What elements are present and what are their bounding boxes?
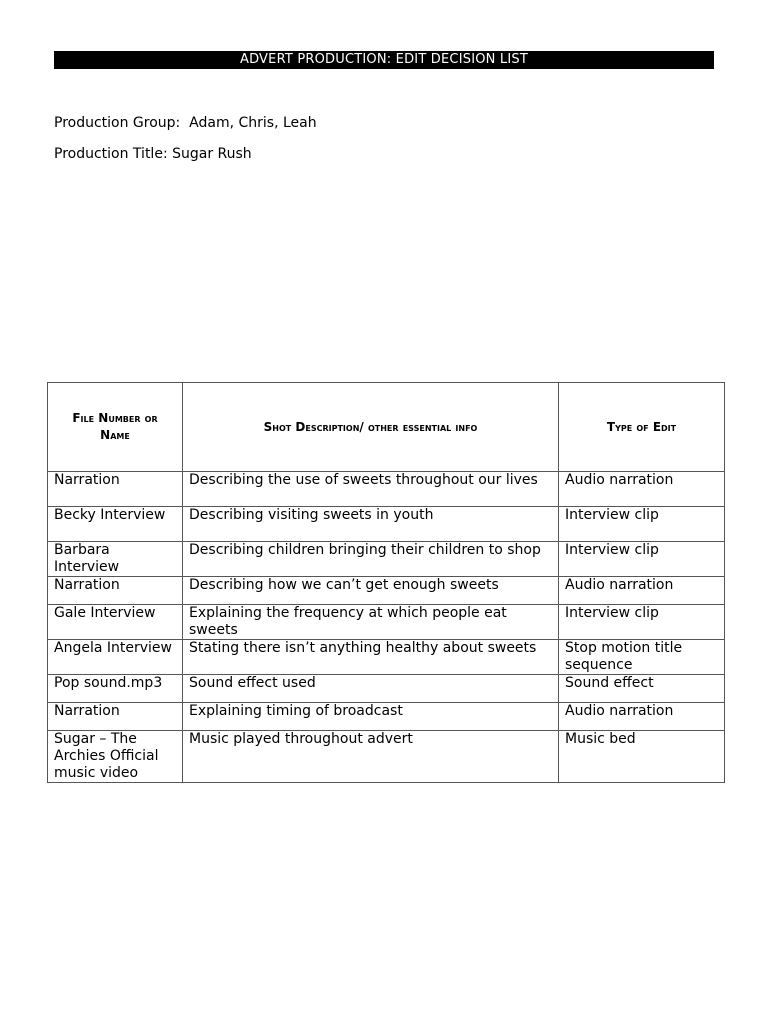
cell-edit-type: Sound effect (559, 675, 725, 703)
production-group: Production Group: Adam, Chris, Leah (54, 115, 317, 131)
table-row (48, 542, 725, 577)
cell-file: Barbara Interview (48, 542, 183, 577)
document-title: ADVERT PRODUCTION: EDIT DECISION LIST (54, 51, 714, 69)
cell-edit-type: Audio narration (559, 577, 725, 605)
cell-file: Narration (48, 472, 183, 507)
edit-decision-table (47, 382, 725, 783)
cell-description: Stating there isn’t anything healthy about sweets (183, 640, 559, 675)
table-row (48, 472, 725, 507)
cell-description: Sound effect used (183, 675, 559, 703)
table-row (48, 640, 725, 675)
table-row (48, 703, 725, 731)
cell-description: Explaining the frequency at which people eat sweets (183, 605, 559, 640)
cell-edit-type: Interview clip (559, 542, 725, 577)
cell-edit-type: Music bed (559, 731, 725, 783)
cell-file: Narration (48, 703, 183, 731)
cell-file: Becky Interview (48, 507, 183, 542)
cell-description: Describing children bringing their children to shop (183, 542, 559, 577)
cell-description: Music played throughout advert (183, 731, 559, 783)
cell-description: Describing how we can’t get enough sweets (183, 577, 559, 605)
header-file-number: File Number or Name (48, 383, 183, 472)
table-header-row (48, 383, 725, 472)
table-row (48, 731, 725, 783)
cell-file: Narration (48, 577, 183, 605)
cell-edit-type: Stop motion title sequence (559, 640, 725, 675)
cell-edit-type: Audio narration (559, 703, 725, 731)
header-shot-description: Shot Description/ other essential info (183, 383, 559, 472)
cell-file: Sugar – The Archies Official music video (48, 731, 183, 783)
table-row (48, 605, 725, 640)
cell-edit-type: Audio narration (559, 472, 725, 507)
cell-description: Describing the use of sweets throughout our lives (183, 472, 559, 507)
cell-file: Gale Interview (48, 605, 183, 640)
cell-file: Angela Interview (48, 640, 183, 675)
header-type-of-edit: Type of Edit (559, 383, 725, 472)
production-title: Production Title: Sugar Rush (54, 146, 252, 162)
cell-description: Describing visiting sweets in youth (183, 507, 559, 542)
table-row (48, 507, 725, 542)
table-row (48, 577, 725, 605)
cell-edit-type: Interview clip (559, 507, 725, 542)
cell-file: Pop sound.mp3 (48, 675, 183, 703)
cell-edit-type: Interview clip (559, 605, 725, 640)
table-row (48, 675, 725, 703)
cell-description: Explaining timing of broadcast (183, 703, 559, 731)
